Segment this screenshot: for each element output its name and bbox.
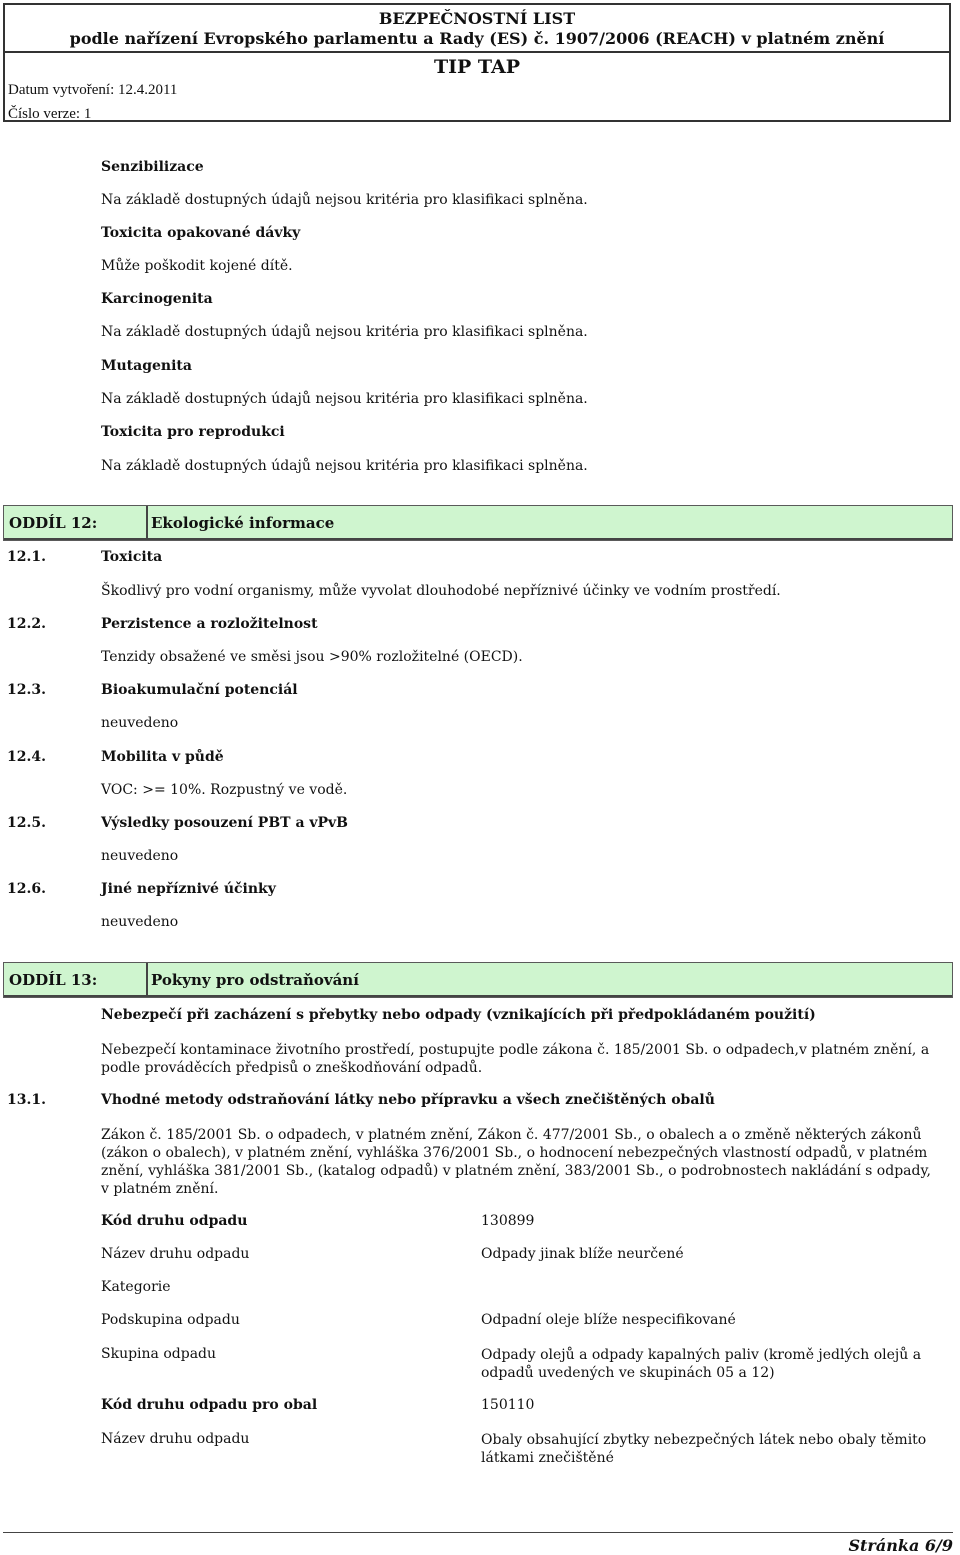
document-header (3, 3, 951, 122)
item-12-2-number: 12.2. (7, 616, 46, 632)
tox-text-carcinogenicity: Na základě dostupných údajů nejsou kritéria pro klasifikaci splněna. (101, 324, 588, 340)
tox-heading-reproduction: Toxicita pro reprodukci (101, 424, 285, 440)
item-13-1-number: 13.1. (7, 1092, 46, 1108)
section-13-title: Pokyny pro odstraňování (151, 971, 359, 989)
item-12-6-text: neuvedeno (101, 914, 179, 930)
item-12-5-number: 12.5. (7, 815, 46, 831)
waste-category-label: Kategorie (101, 1279, 171, 1295)
tox-heading-repeated-dose: Toxicita opakované dávky (101, 225, 301, 241)
item-13-1-heading: Vhodné metody odstraňování látky nebo přípravku a všech znečištěných obalů (101, 1092, 715, 1108)
page-number: Stránka 6/9 (848, 1536, 953, 1555)
section-13-number: ODDÍL 13: (9, 971, 98, 989)
tox-text-reproduction: Na základě dostupných údajů nejsou kritéria pro klasifikaci splněna. (101, 458, 588, 474)
waste-code-label: Kód druhu odpadu (101, 1213, 248, 1229)
item-12-6-heading: Jiné nepříznivé účinky (101, 881, 276, 897)
tox-heading-sensitization: Senzibilizace (101, 159, 204, 175)
item-12-6-number: 12.6. (7, 881, 46, 897)
item-12-1-heading: Toxicita (101, 549, 163, 565)
header-divider (5, 51, 949, 53)
item-12-3-heading: Bioakumulační potenciál (101, 682, 298, 698)
item-12-5-heading: Výsledky posouzení PBT a vPvB (101, 815, 349, 831)
section-12-bar (3, 505, 953, 541)
waste-name-value: Odpady jinak blíže neurčené (481, 1246, 684, 1262)
item-12-3-number: 12.3. (7, 682, 46, 698)
tox-heading-carcinogenicity: Karcinogenita (101, 291, 213, 307)
tox-heading-mutagenicity: Mutagenita (101, 358, 192, 374)
section-12-title: Ekologické informace (151, 514, 335, 532)
item-13-1-text: Zákon č. 185/2001 Sb. o odpadech, v platném znění, Zákon č. 477/2001 Sb., o obalech a o změně některých zákonů (zákon o obalech), v platném znění, vyhláška 376/2001 Sb., o hodnocení nebezpečných vlastností odpadů, v platném znění, vyhláška 381/2001 Sb., (katalog odpadů) v platném znění, 383/2001 Sb., o podrobnostech nakládání s odpady, v platném znění. (101, 1127, 931, 1197)
packaging-name-label: Název druhu odpadu (101, 1431, 250, 1447)
waste-subgroup-value: Odpadní oleje blíže nespecifikované (481, 1312, 736, 1328)
tox-text-mutagenicity: Na základě dostupných údajů nejsou kritéria pro klasifikaci splněna. (101, 391, 588, 407)
version-number: Číslo verze: 1 (8, 106, 92, 122)
packaging-code-value: 150110 (481, 1397, 535, 1413)
section-12-number: ODDÍL 12: (9, 514, 98, 532)
item-12-4-text: VOC: >= 10%. Rozpustný ve vodě. (101, 782, 348, 798)
item-12-2-text: Tenzidy obsažené ve směsi jsou >90% rozložitelné (OECD). (101, 649, 523, 665)
section-13-bar (3, 962, 953, 998)
waste-code-value: 130899 (481, 1213, 535, 1229)
product-name: TIP TAP (433, 56, 521, 78)
item-12-4-heading: Mobilita v půdě (101, 749, 224, 765)
waste-subgroup-label: Podskupina odpadu (101, 1312, 240, 1328)
waste-group-label: Skupina odpadu (101, 1346, 217, 1362)
item-12-4-number: 12.4. (7, 749, 46, 765)
waste-name-label: Název druhu odpadu (101, 1246, 250, 1262)
document-subtitle: podle nařízení Evropského parlamentu a Rady (ES) č. 1907/2006 (REACH) v platném znění (69, 29, 885, 48)
document-title: BEZPEČNOSTNÍ LIST (378, 9, 576, 28)
tox-text-repeated-dose: Může poškodit kojené dítě. (101, 258, 293, 274)
item-12-1-number: 12.1. (7, 549, 46, 565)
waste-hazard-text: Nebezpečí kontaminace životního prostředí, postupujte podle zákona č. 185/2001 Sb. o odpadech,v platném znění, a podle prováděcích předpisů o zneškodňování odpadů. (101, 1042, 930, 1076)
packaging-name-value: Obaly obsahující zbytky nebezpečných látek nebo obaly těmito látkami znečištěné (481, 1432, 927, 1466)
item-12-1-text: Škodlivý pro vodní organismy, může vyvolat dlouhodobé nepříznivé účinky ve vodním prostředí. (101, 583, 781, 599)
item-12-3-text: neuvedeno (101, 715, 179, 731)
item-12-2-heading: Perzistence a rozložitelnost (101, 616, 318, 632)
footer-divider (3, 1532, 953, 1533)
creation-date: Datum vytvoření: 12.4.2011 (8, 82, 178, 98)
tox-text-sensitization: Na základě dostupných údajů nejsou kritéria pro klasifikaci splněna. (101, 192, 588, 208)
waste-hazard-heading: Nebezpečí při zacházení s přebytky nebo odpady (vznikajících při předpokládaném použití) (101, 1007, 816, 1023)
packaging-code-label: Kód druhu odpadu pro obal (101, 1397, 318, 1413)
waste-group-value: Odpady olejů a odpady kapalných paliv (kromě jedlých olejů a odpadů uvedených ve skupinách 05 a 12) (481, 1347, 922, 1381)
item-12-5-text: neuvedeno (101, 848, 179, 864)
